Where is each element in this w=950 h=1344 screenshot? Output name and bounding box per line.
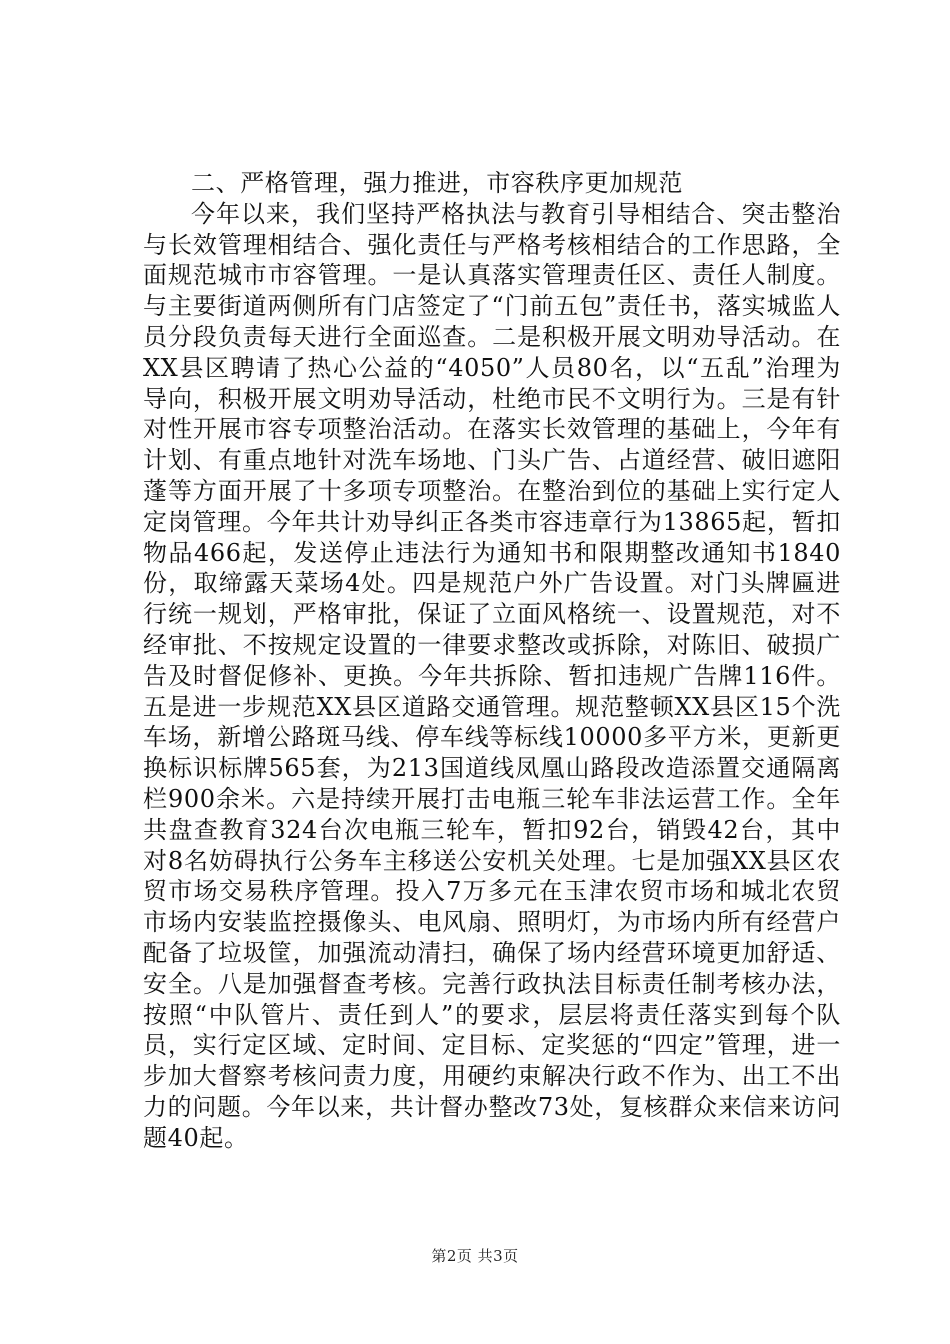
section-heading: 二、严格管理，强力推进，市容秩序更加规范 — [191, 169, 683, 197]
body-paragraph: 今年以来，我们坚持严格执法与教育引导相结合、突击整治与长效管理相结合、强化责任与严格考核相结合的工作思路，全面规范城市市容管理。一是认真落实管理责任区、责任人制度。与主要街道两侧所有门店签定了“门前五包”责任书，落实城监人员分段负责每天进行全面巡查。二是积极开展文明劝导活动。在XX县区聘请了热心公益的“4050”人员80名，以“五乱”治理为导向，积极开展文明劝导活动，杜绝市民不文明行为。三是有针对性开展市容专项整治活动。在落实长效管理的基础上，今年有计划、有重点地针对洗车场地、门头广告、占道经营、破旧遮阳蓬等方面开展了十多项专项整治。在整治到位的基础上实行定人定岗管理。今年共计劝导纠正各类市容违章行为13865起，暂扣物品466起，发送停止违法行为通知书和限期整改通知书1840份，取缔露天菜场4处。四是规范户外广告设置。对门头牌匾进行统一规划，严格审批，保证了立面风格统一、设置规范，对不经审批、不按规定设置的一律要求整改或拆除，对陈旧、破损广告及时督促修补、更换。今年共拆除、暂扣违规广告牌116件。五是进一步规范XX县区道路交通管理。规范整顿XX县区15个洗车场，新增公路斑马线、停车线等标线10000多平方米，更新更换标识标牌565套，为213国道线凤凰山路段改造添置交通隔离栏900余米。六是持续开展打击电瓶三轮车非法运营工作。全年共盘查教育324台次电瓶三轮车，暂扣92台，销毁42台，其中对8名妨碍执行公务车主移送公安机关处理。七是加强XX县区农贸市场交易秩序管理。投入7万多元在玉津农贸市场和城北农贸市场内安装监控摄像头、电风扇、照明灯，为市场内所有经营户配备了垃圾筐，加强流动清扫，确保了场内经营环境更加舒适、安全。八是加强督查考核。完善行政执法目标责任制考核办法，按照“中队管片、责任到人”的要求，层层将责任落实到每个队员，实行定区域、定时间、定目标、定奖惩的“四定”管理，进一步加大督察考核问责力度，用硬约束解决行政不作为、出工不出力的问题。今年以来，共计督办整改73处，复核群众来信来访问题40起。 — [143, 199, 841, 1152]
page-number-footer: 第2页 共3页 — [431, 1247, 519, 1265]
document-body — [143, 168, 841, 1154]
